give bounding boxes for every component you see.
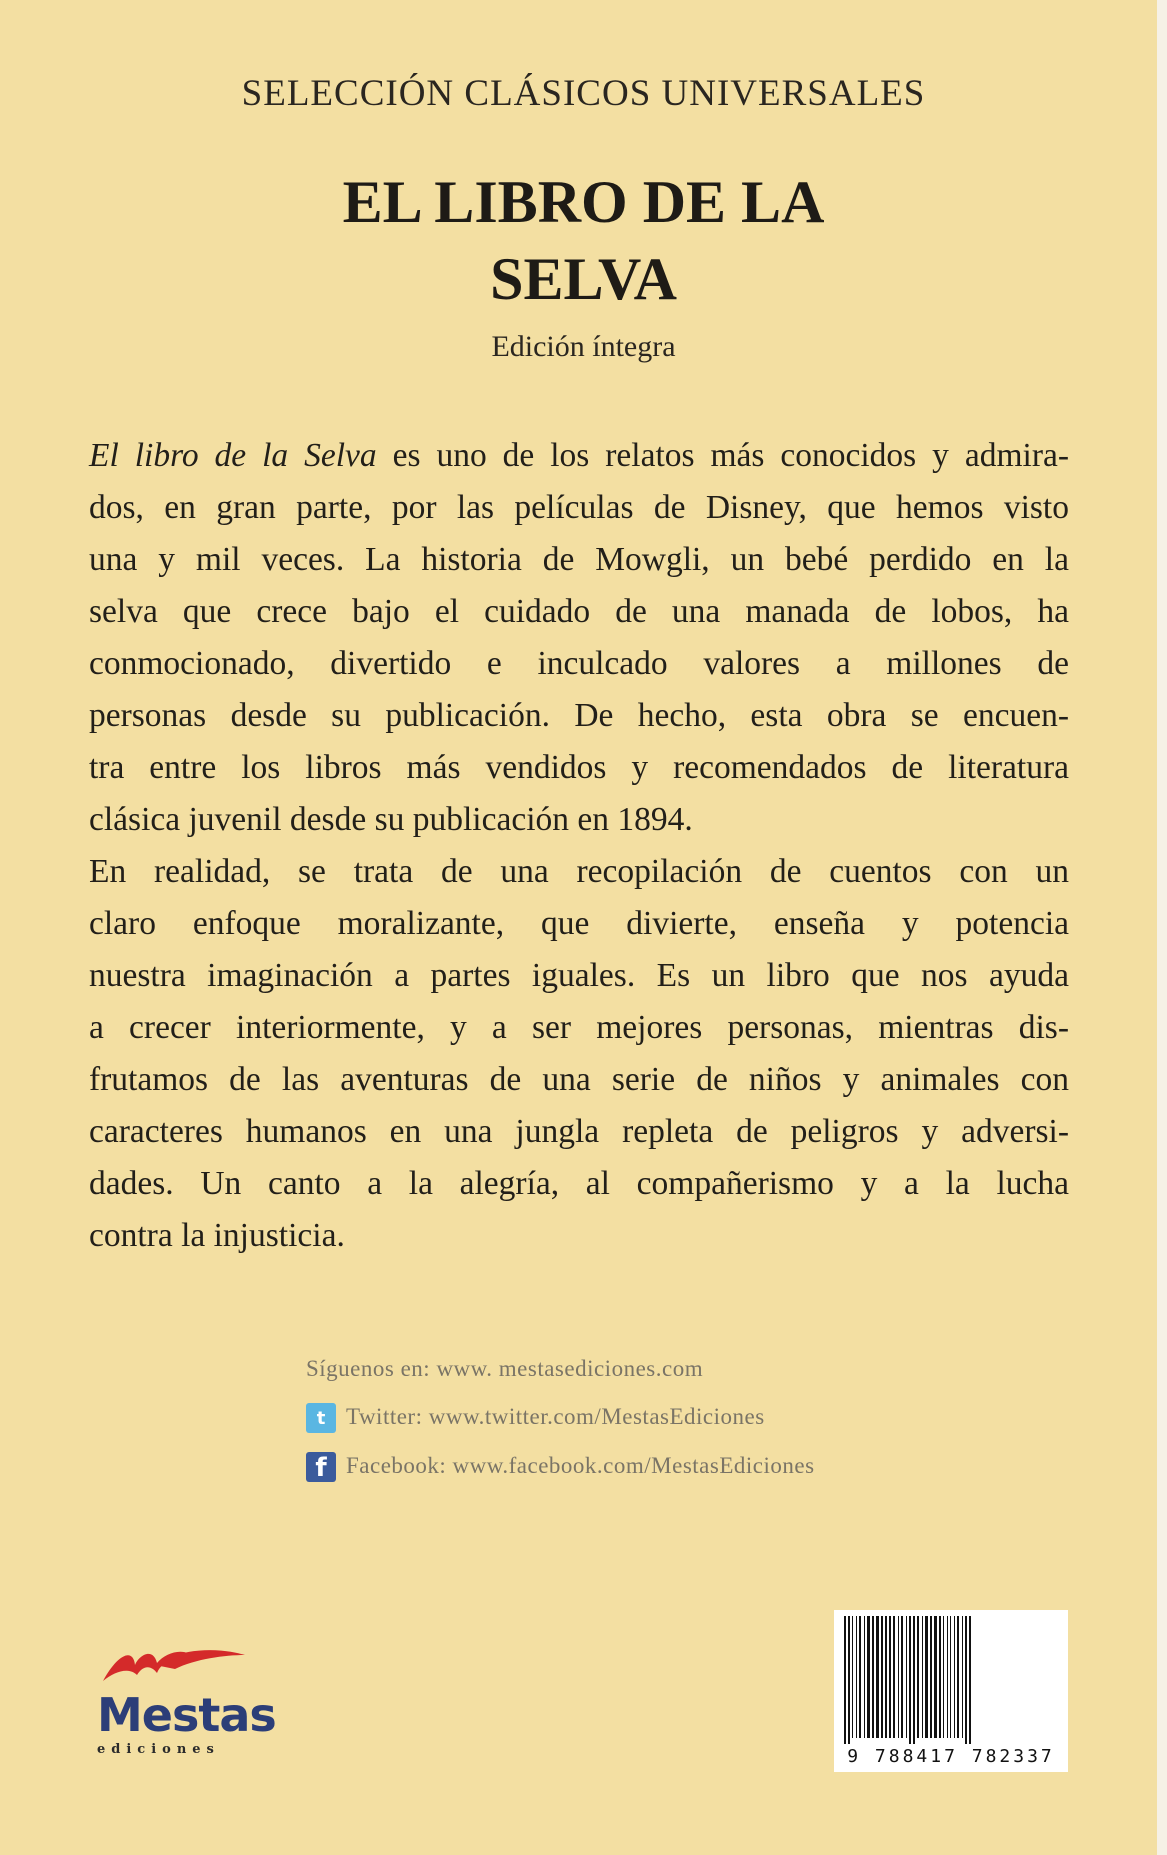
barcode-bar [906,1616,907,1738]
barcode-bar [925,1616,928,1738]
synopsis-line: conmocionado, divertido e inculcado valores a millones de [89,645,1069,682]
book-title-line-1: EL LIBRO DE LA [342,169,825,235]
barcode-bar [901,1616,903,1738]
twitter-icon: t [306,1403,336,1433]
barcode-bar [909,1616,911,1744]
isbn-number: 9 788417 782337 [847,1746,1055,1767]
synopsis-line: dos, en gran parte, por las películas de Disney, que hemos visto [89,489,1069,526]
barcode-bar [913,1616,915,1744]
barcode-bar [947,1616,948,1738]
barcode-bar [893,1616,895,1738]
barcode-bar [917,1616,919,1738]
synopsis-book-title: El libro de la Selva [89,437,377,474]
barcode-bar [922,1616,923,1738]
edition-label: Edición íntegra [491,330,676,363]
barcode-bar [930,1616,932,1738]
follow-us-website: Síguenos en: www. mestasediciones.com [306,1356,704,1381]
barcode-bar [969,1616,971,1744]
barcode-bar [939,1616,941,1738]
barcode-bar [859,1616,861,1738]
barcode-bar [934,1616,937,1738]
barcode-bar [864,1616,865,1738]
synopsis-line-text: es uno de los relatos más conocidos y admira- [376,437,1070,474]
barcode-bar [957,1616,959,1738]
barcode-bar [943,1616,944,1738]
twitter-link: Twitter: www.twitter.com/MestasEdiciones [346,1404,765,1429]
barcode-bar [885,1616,887,1738]
barcode-bars [842,1616,1060,1746]
synopsis-line: clásica juvenil desde su publicación en 1894. [89,801,693,838]
logo-swoosh-tail [155,1650,245,1669]
barcode-bar [950,1616,951,1738]
barcode-bar [962,1616,963,1738]
barcode [834,1610,1068,1772]
book-title-line-2: SELVA [490,246,677,312]
barcode-bar [954,1616,955,1738]
synopsis-line: contra la injusticia. [89,1217,345,1254]
synopsis-line: caracteres humanos en una jungla repleta de peligros y adversi- [89,1113,1069,1150]
barcode-bar [848,1616,850,1744]
collection-name: SELECCIÓN CLÁSICOS UNIVERSALES [241,73,926,114]
barcode-bar [889,1616,891,1738]
synopsis-line: personas desde su publicación. De hecho, esta obra se encuen- [89,697,1069,734]
synopsis-line [89,436,1069,476]
publisher-sub: ediciones [97,1742,220,1757]
synopsis-line: una y mil veces. La historia de Mowgli, un bebé perdido en la [89,541,1069,578]
synopsis-line: selva que crece bajo el cuidado de una manada de lobos, ha [89,593,1069,630]
barcode-bar [872,1616,874,1738]
barcode-bar [856,1616,857,1738]
synopsis-line: dades. Un canto a la alegría, al compañerismo y a la lucha [89,1165,1069,1202]
synopsis-line: a crecer interiormente, y a ser mejores personas, mientras dis- [89,1009,1069,1046]
synopsis-line: tra entre los libros más vendidos y recomendados de literatura [89,749,1069,786]
synopsis-line: frutamos de las aventuras de una serie de niños y animales con [89,1061,1069,1098]
synopsis-line: claro enfoque moralizante, que divierte, enseña y potencia [89,905,1069,942]
barcode-bar [844,1616,846,1744]
barcode-bar [876,1616,879,1738]
synopsis-line: En realidad, se trata de una recopilación de cuentos con un [89,853,1069,890]
facebook-icon: f [306,1452,336,1482]
barcode-bar [898,1616,899,1738]
synopsis-line: nuestra imaginación a partes iguales. Es un libro que nos ayuda [89,957,1069,994]
publisher-name: Mestas [97,1688,276,1742]
barcode-bar [867,1616,870,1738]
barcode-bar [852,1616,853,1738]
facebook-link: Facebook: www.facebook.com/MestasEdiciones [346,1453,815,1478]
barcode-bar [881,1616,883,1738]
barcode-bar [965,1616,967,1744]
